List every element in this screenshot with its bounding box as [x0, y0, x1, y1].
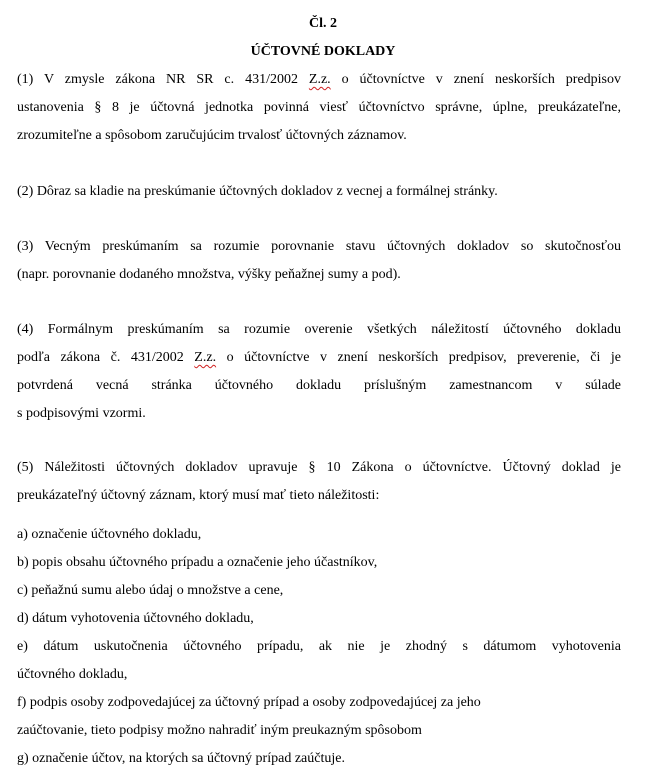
paragraph-5-line-1: (5) Náležitosti účtovných dokladov upravuje § 10 Zákona o účtovníctve. Účtovný doklad je	[17, 460, 621, 475]
paragraph-4-line-2: podľa zákona č. 431/2002 Z.z. o účtovníctve v znení neskorších predpisov, preverenie, či je	[17, 350, 621, 365]
list-item-e-line-2: účtovného dokladu,	[17, 667, 128, 682]
paragraph-3	[17, 233, 621, 289]
list-item-f-line-1: f) podpis osoby zodpovedajúcej za účtovný prípad a osoby zodpovedajúcej za jeho	[17, 695, 481, 710]
paragraph-1-line-2: ustanovenia § 8 je účtovná jednotka povinná viesť účtovníctvo správne, úplne, preukázateľne,	[17, 100, 621, 115]
list-item-a: a) označenie účtovného dokladu,	[17, 527, 202, 542]
list-item-e-line-1: e) dátum uskutočnenia účtovného prípadu, ak nie je zhodný s dátumom vyhotovenia	[17, 639, 621, 654]
list-item-f-line-2: zaúčtovanie, tieto podpisy možno nahradiť iným preukazným spôsobom	[17, 723, 422, 738]
list-item-b: b) popis obsahu účtovného prípadu a označenie jeho účastníkov,	[17, 555, 378, 570]
paragraph-3-line-1: (3) Vecným preskúmaním sa rozumie porovnanie stavu účtovných dokladov so skutočnosťou	[17, 239, 621, 254]
paragraph-1-line-3: zrozumiteľne a spôsobom zaručujúcim trvalosť účtovných záznamov.	[17, 128, 407, 143]
spellcheck-word: Z.z.	[194, 350, 217, 365]
paragraph-4-line-4: s podpisovými vzormi.	[17, 406, 146, 421]
paragraph-5	[17, 454, 621, 510]
paragraph-2-line-1: (2) Dôraz sa kladie na preskúmanie účtovných dokladov z vecnej a formálnej stránky.	[17, 184, 498, 199]
paragraph-1	[17, 66, 621, 150]
paragraph-3-line-2: (napr. porovnanie dodaného množstva, výšky peňažnej sumy a pod).	[17, 267, 401, 282]
list-item-d: d) dátum vyhotovenia účtovného dokladu,	[17, 611, 254, 626]
paragraph-5-line-2: preukázateľný účtovný záznam, ktorý musí mať tieto náležitosti:	[17, 488, 380, 503]
paragraph-4	[17, 316, 621, 428]
article-number: Čl. 2	[309, 16, 337, 31]
paragraph-2	[17, 178, 621, 206]
paragraph-4-line-1: (4) Formálnym preskúmaním sa rozumie overenie všetkých náležitostí účtovného dokladu	[17, 322, 621, 337]
requirements-list	[17, 521, 621, 773]
paragraph-4-line-3: potvrdená vecná stránka účtovného dokladu príslušným zamestnancom v súlade	[17, 378, 621, 393]
spellcheck-word: Z.z.	[308, 72, 331, 87]
article-title: ÚČTOVNÉ DOKLADY	[250, 44, 396, 59]
list-item-c: c) peňažnú sumu alebo údaj o množstve a cene,	[17, 583, 284, 598]
list-item-g: g) označenie účtov, na ktorých sa účtovný prípad zaúčtuje.	[17, 751, 345, 766]
paragraph-1-line-1: (1) V zmysle zákona NR SR c. 431/2002 Z.z. o účtovníctve v znení neskorších predpisov	[17, 72, 621, 87]
